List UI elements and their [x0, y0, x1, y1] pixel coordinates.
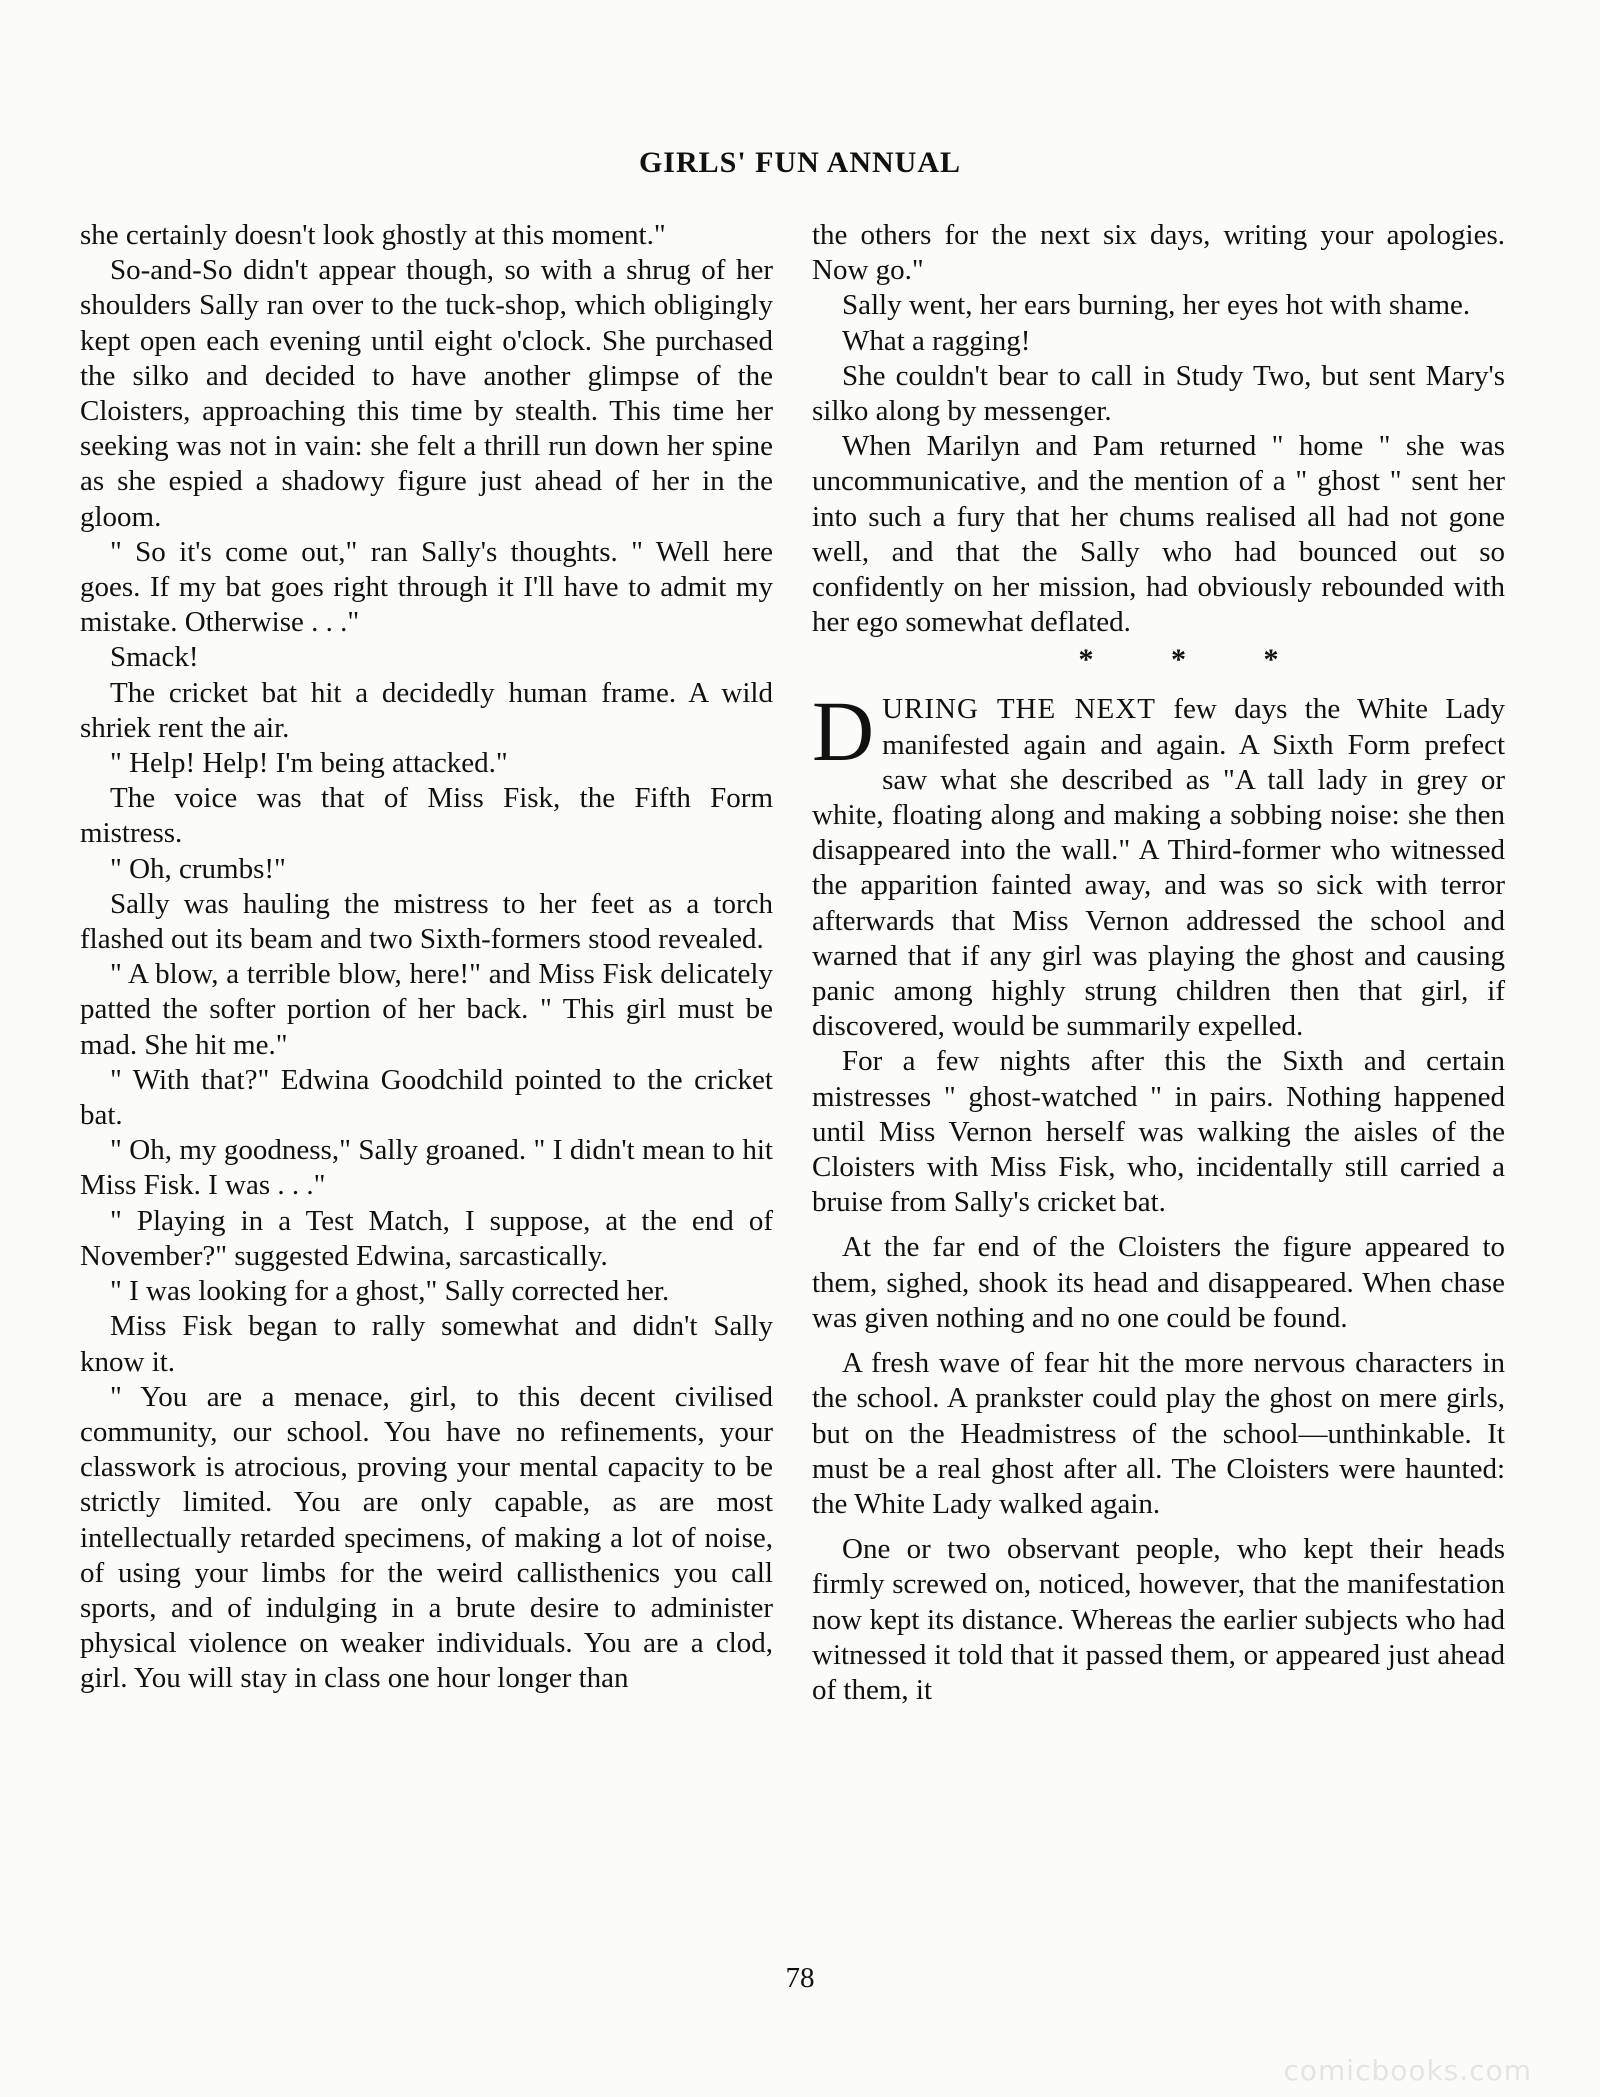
paragraph: Miss Fisk began to rally somewhat and didn't Sally know it. — [80, 1310, 773, 1378]
dropcap-smallcaps: URING THE NEXT — [882, 693, 1156, 726]
dropcap-paragraph-text: few days the White Lady manifested again and again. A Sixth Form prefect saw what she described as "A tall lady in grey or white, floating along and making a sobbing noise: she then disappeared into the wall." A Third-former who witnessed the apparition fainted away, and was so sick with terror afterwards that Miss Vernon addressed the school and warned that if any girl was playing the ghost and causing panic among highly strung children then that girl, if discovered, would be summarily expelled. — [812, 693, 1505, 1043]
paragraph: the others for the next six days, writing your apologies. Now go." — [812, 219, 1505, 287]
paragraph: " So it's come out," ran Sally's thoughts. " Well here goes. If my bat goes right through it I'll have to admit my mistake. Otherwise . . ." — [80, 535, 773, 639]
paragraph: The cricket bat hit a decidedly human frame. A wild shriek rent the air. — [80, 676, 773, 744]
paragraph: When Marilyn and Pam returned " home " she was uncommunicative, and the mention of a " ghost " sent her into such a fury that her chums realised all had not gone well, and that the Sally who had bounced out so confidently on her mission, had obviously rebounded with her ego somewhat deflated. — [812, 430, 1505, 639]
paragraph: At the far end of the Cloisters the figure appeared to them, sighed, shook its head and disappeared. When chase was given nothing and no one could be found. — [812, 1231, 1505, 1334]
paragraph: " A blow, a terrible blow, here!" and Miss Fisk delicately patted the softer portion of her back. " This girl must be mad. She hit me." — [80, 958, 773, 1061]
left-column — [80, 218, 773, 1697]
paragraph: " Oh, my goodness," Sally groaned. " I didn't mean to hit Miss Fisk. I was . . ." — [80, 1134, 773, 1202]
paragraph: " Playing in a Test Match, I suppose, at the end of November?" suggested Edwina, sarcastically. — [80, 1204, 773, 1272]
right-column — [812, 218, 1505, 1708]
paragraph: " Help! Help! I'm being attacked." — [110, 747, 508, 780]
paragraph: A fresh wave of fear hit the more nervous characters in the school. A prankster could play the ghost on mere girls, but on the Headmistress of the school—unthinkable. It must be a real ghost after all. The Cloisters were haunted: the White Lady walked again. — [812, 1347, 1505, 1520]
page-header-title: GIRLS' FUN ANNUAL — [638, 146, 962, 179]
paragraph: she certainly doesn't look ghostly at this moment." — [80, 219, 666, 251]
paragraph: " You are a menace, girl, to this decent civilised community, our school. You have no refinements, your classwork is atrocious, proving your mental capacity to be strictly limited. You are only capable, as are most intellectually retarded specimens, of making a lot of noise, of using your limbs for the weird callisthenics you call sports, and of indulging in a brute desire to administer physical violence on weaker individuals. You are a clod, girl. You will stay in class one hour longer than — [80, 1380, 773, 1695]
paragraph: " I was looking for a ghost," Sally corrected her. — [110, 1275, 670, 1308]
paragraph: One or two observant people, who kept their heads firmly screwed on, noticed, however, that the manifestation now kept its distance. Whereas the earlier subjects who had witnessed it told that it passed them, or appeared just ahead of them, it — [812, 1533, 1505, 1706]
paragraph: Sally went, her ears burning, her eyes hot with shame. — [842, 289, 1471, 322]
paragraph: What a ragging! — [842, 324, 1031, 357]
paragraph: The voice was that of Miss Fisk, the Fifth Form mistress. — [80, 782, 773, 850]
dropcap-paragraph — [812, 683, 1505, 1044]
page-number: 78 — [785, 1962, 815, 1994]
paragraph: So-and-So didn't appear though, so with a shrug of her shoulders Sally ran over to the tuck-shop, which obligingly kept open each evening until eight o'clock. She purchased the silko and decided to have another glimpse of the Cloisters, approaching this time by stealth. This time her seeking was not in vain: she felt a thrill run down her spine as she espied a shadowy figure just ahead of her in the gloom. — [80, 254, 773, 533]
paragraph: For a few nights after this the Sixth and certain mistresses " ghost-watched " in pairs. Nothing happened until Miss Vernon herself was walking the aisles of the Cloisters with Miss Fisk, who, incidentally still carried a bruise from Sally's cricket bat. — [812, 1045, 1505, 1219]
paragraph: Sally was hauling the mistress to her feet as a torch flashed out its beam and two Sixth-formers stood revealed. — [80, 887, 773, 956]
paragraph: She couldn't bear to call in Study Two, but sent Mary's silko along by messenger. — [812, 359, 1505, 428]
paragraph: " Oh, crumbs!" — [110, 852, 286, 885]
paragraph: Smack! — [110, 641, 199, 674]
dropcap-letter: D — [812, 683, 875, 780]
watermark: comicbooks.com — [1283, 2054, 1532, 2087]
paragraph: " With that?" Edwina Goodchild pointed to the cricket bat. — [80, 1063, 773, 1132]
section-break: * * * — [1078, 643, 1279, 677]
